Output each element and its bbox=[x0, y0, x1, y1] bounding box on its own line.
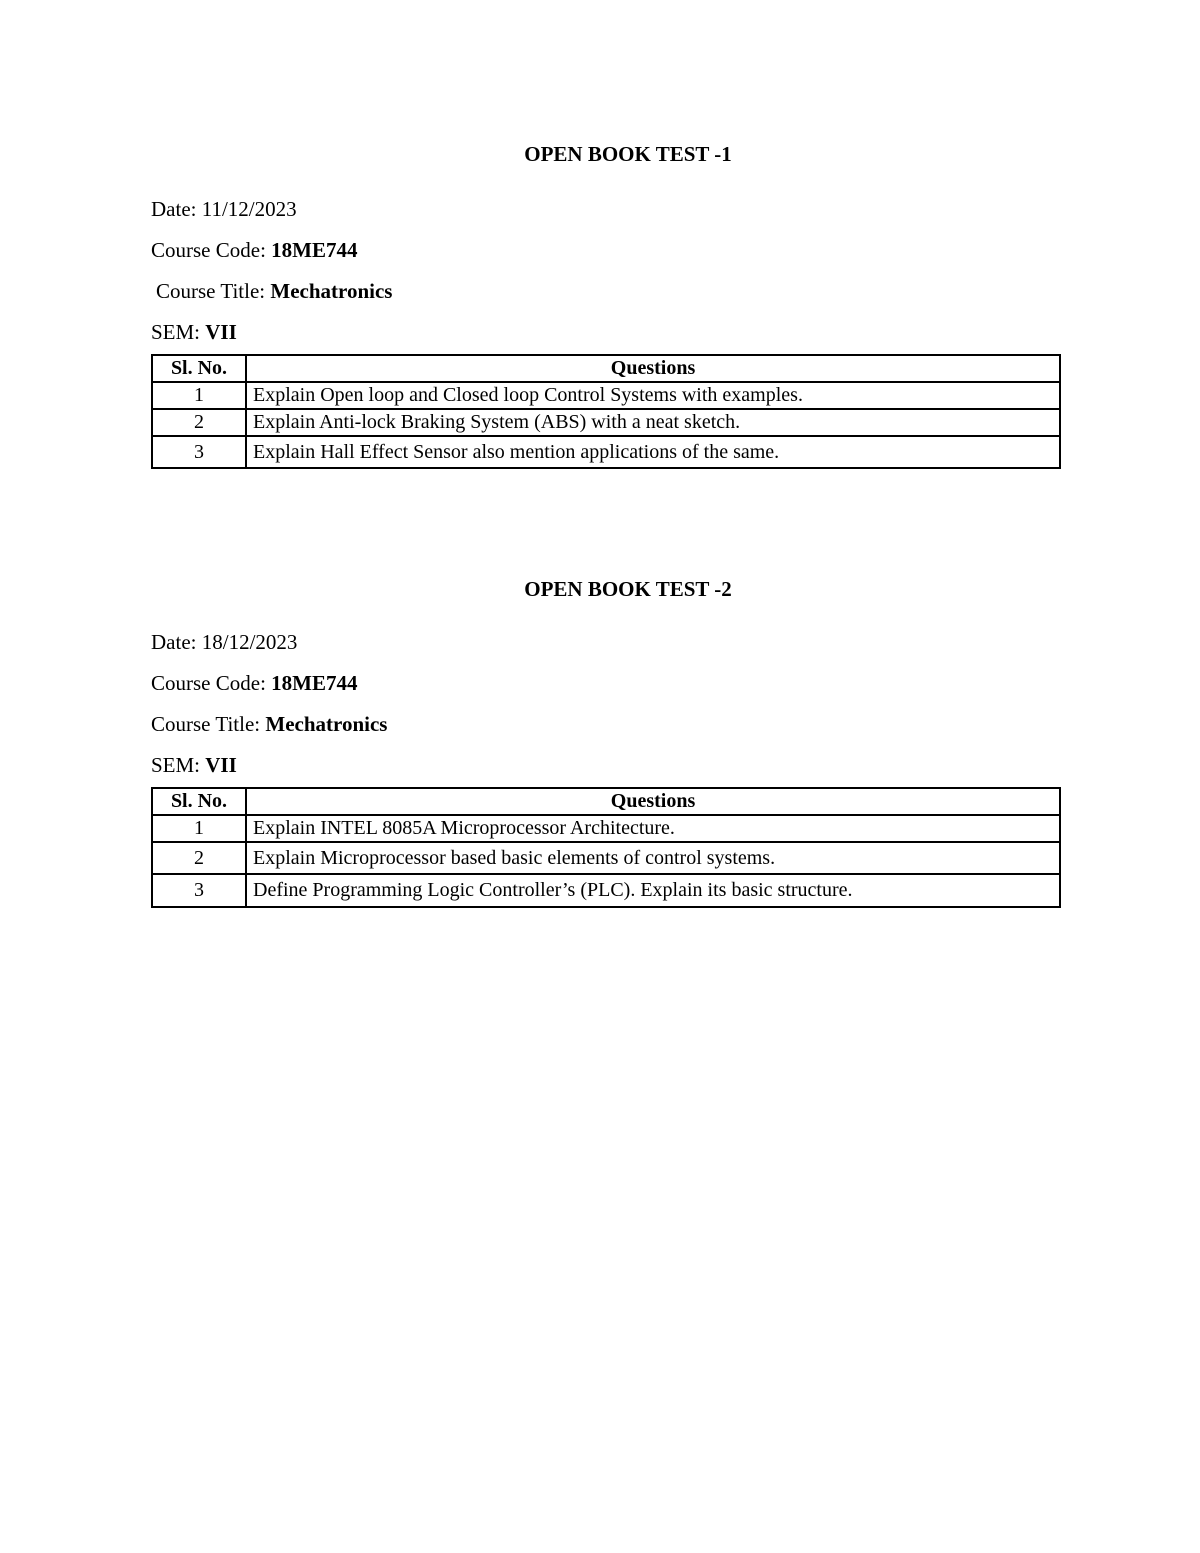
sem-label: SEM: bbox=[151, 753, 206, 777]
sem-label: SEM: bbox=[151, 320, 206, 344]
questions-table bbox=[151, 787, 1061, 908]
course-code-label: Course Code: bbox=[151, 238, 272, 262]
sl-no-header: Sl. No. bbox=[152, 788, 246, 815]
table-row bbox=[152, 409, 1060, 436]
date-line bbox=[151, 628, 1059, 656]
sem-value: VII bbox=[205, 320, 237, 344]
course-code-value: 18ME744 bbox=[271, 238, 358, 262]
question-text: Explain Anti-lock Braking System (ABS) with a neat sketch. bbox=[246, 409, 1060, 436]
test-title: OPEN BOOK TEST -1 bbox=[524, 142, 732, 166]
course-code-value: 18ME744 bbox=[271, 671, 358, 695]
open-book-test-2 bbox=[151, 575, 1059, 908]
table-row bbox=[152, 436, 1060, 468]
question-text: Explain Microprocessor based basic elements of control systems. bbox=[246, 842, 1060, 874]
sem-value: VII bbox=[205, 753, 237, 777]
sem-line bbox=[151, 751, 1059, 779]
question-number: 1 bbox=[152, 815, 246, 842]
table-row bbox=[152, 842, 1060, 874]
sem-line bbox=[151, 318, 1059, 346]
question-number: 2 bbox=[152, 409, 246, 436]
course-title-line bbox=[151, 710, 1059, 738]
question-text: Define Programming Logic Controller’s (PLC). Explain its basic structure. bbox=[246, 874, 1060, 907]
question-number: 3 bbox=[152, 874, 246, 907]
question-text: Explain INTEL 8085A Microprocessor Architecture. bbox=[246, 815, 1060, 842]
questions-header: Questions bbox=[246, 788, 1060, 815]
table-header-row bbox=[152, 355, 1060, 382]
course-title-value: Mechatronics bbox=[270, 279, 393, 303]
questions-header: Questions bbox=[246, 355, 1060, 382]
sl-no-header: Sl. No. bbox=[152, 355, 246, 382]
table-row bbox=[152, 874, 1060, 907]
question-number: 3 bbox=[152, 436, 246, 468]
question-text: Explain Hall Effect Sensor also mention applications of the same. bbox=[246, 436, 1060, 468]
table-header-row bbox=[152, 788, 1060, 815]
course-code-line bbox=[151, 669, 1059, 697]
table-row bbox=[152, 382, 1060, 409]
questions-table bbox=[151, 354, 1061, 469]
question-text: Explain Open loop and Closed loop Control Systems with examples. bbox=[246, 382, 1060, 409]
course-title-line bbox=[151, 277, 1059, 305]
date-label: Date: bbox=[151, 197, 202, 221]
course-code-label: Course Code: bbox=[151, 671, 272, 695]
course-title-value: Mechatronics bbox=[265, 712, 388, 736]
date-value: 11/12/2023 bbox=[201, 197, 297, 221]
course-title-label: Course Title: bbox=[151, 712, 266, 736]
table-row bbox=[152, 815, 1060, 842]
question-number: 1 bbox=[152, 382, 246, 409]
date-value: 18/12/2023 bbox=[201, 630, 298, 654]
date-line bbox=[151, 195, 1059, 223]
date-label: Date: bbox=[151, 630, 202, 654]
open-book-test-1 bbox=[151, 140, 1059, 469]
course-title-label: Course Title: bbox=[156, 279, 271, 303]
question-number: 2 bbox=[152, 842, 246, 874]
course-code-line bbox=[151, 236, 1059, 264]
test-title: OPEN BOOK TEST -2 bbox=[524, 577, 732, 601]
